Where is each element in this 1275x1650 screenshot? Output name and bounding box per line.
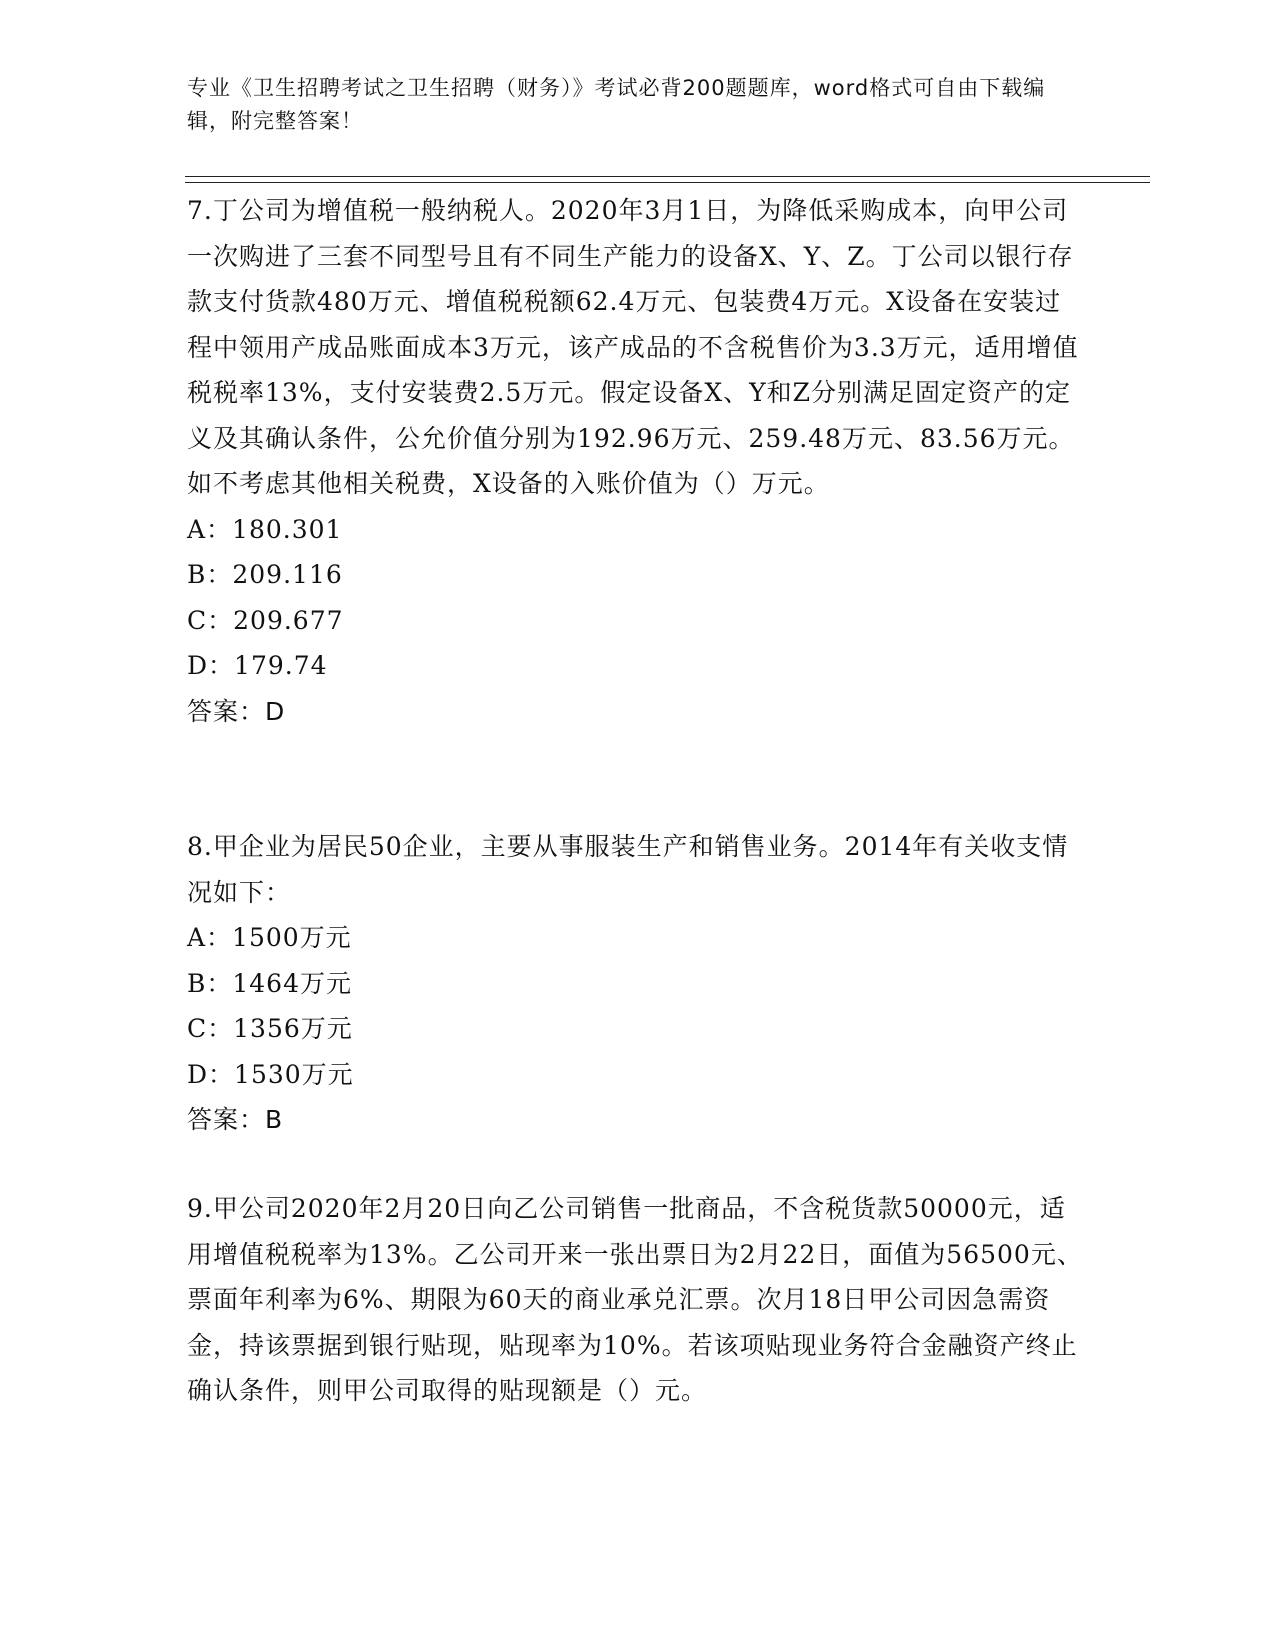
- question-7: [187, 188, 1087, 734]
- option-b: B：209.116: [187, 560, 343, 589]
- answer-line: 答案：D: [187, 696, 286, 726]
- option-d: D：1530万元: [187, 1059, 354, 1089]
- option-c: C：1356万元: [187, 1014, 353, 1043]
- option-c: C：209.677: [187, 605, 344, 635]
- option-b: B：1464万元: [187, 968, 352, 998]
- header-divider: [185, 176, 1150, 177]
- page-header: [187, 72, 1087, 138]
- option-a: A：180.301: [187, 514, 343, 544]
- question-stem: 9.甲公司2020年2月20日向乙公司销售一批商品，不含税货款50000元，适用增值税税率为13%。乙公司开来一张出票日为2月22日，面值为56500元、票面年利率为6%、期限为60天的商业承兑汇票。次月18日甲公司因急需资金，持该票据到银行贴现，贴现率为10%。若该项贴现业务符合金融资产终止确认条件，则甲公司取得的贴现额是（）元。: [187, 1194, 1083, 1405]
- header-title: 专业《卫生招聘考试之卫生招聘（财务）》考试必背200题题库，word格式可自由下载编辑，附完整答案！: [187, 76, 1046, 133]
- header-divider: [185, 182, 1150, 183]
- question-stem: 8.甲企业为居民50企业，主要从事服装生产和销售业务。2014年有关收支情况如下：: [187, 832, 1069, 907]
- option-d: D：179.74: [187, 651, 328, 680]
- option-a: A：1500万元: [187, 923, 352, 952]
- question-8: [187, 824, 1087, 1143]
- answer-line: 答案：B: [187, 1105, 284, 1134]
- question-9: [187, 1186, 1087, 1414]
- question-stem: 7.丁公司为增值税一般纳税人。2020年3月1日，为降低采购成本，向甲公司一次购进了三套不同型号且有不同生产能力的设备X、Y、Z。丁公司以银行存款支付货款480万元、增值税税额62.4万元、包装费4万元。X设备在安装过程中领用产成品账面成本3万元，该产成品的不含税售价为3.3万元，适用增值税税率13%，支付安装费2.5万元。假定设备X、Y和Z分别满足固定资产的定义及其确认条件，公允价值分别为192.96万元、259.48万元、83.56万元。如不考虑其他相关税费，X设备的入账价值为（）万元。: [187, 196, 1079, 498]
